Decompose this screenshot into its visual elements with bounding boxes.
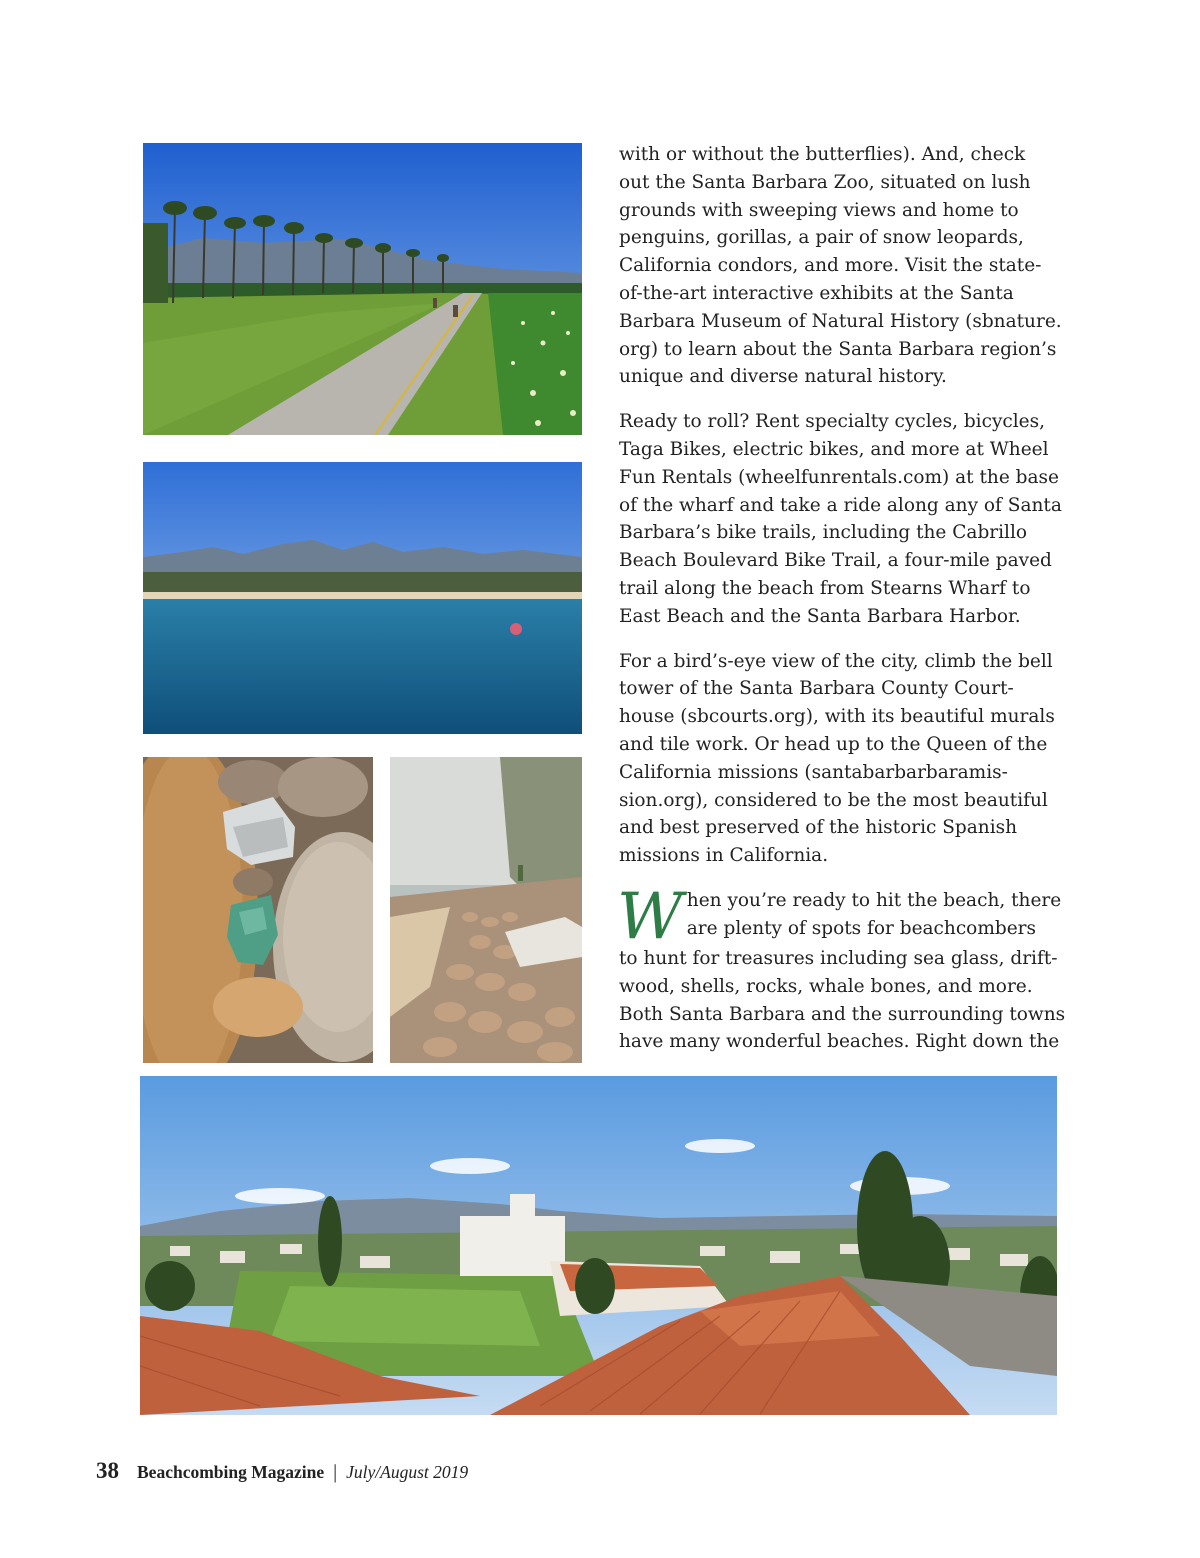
paragraph-bike-rentals xyxy=(619,408,1061,630)
text-line: Fun Rentals (wheelfunrentals.com) at the base xyxy=(619,466,1059,488)
page-footer xyxy=(96,1458,468,1488)
text-line: Taga Bikes, electric bikes, and more at Wheel xyxy=(619,438,1049,460)
text-line: Beach Boulevard Bike Trail, a four-mile paved xyxy=(619,550,1052,572)
page-number: 38 xyxy=(96,1458,119,1483)
text-line: California condors, and more. Visit the state- xyxy=(619,255,1042,277)
text-line: East Beach and the Santa Barbara Harbor. xyxy=(619,605,1021,627)
text-line: California missions (santabarbarbaramis- xyxy=(619,761,1008,783)
paragraph-zoo-museum xyxy=(619,141,1061,391)
article-body xyxy=(617,141,1066,1073)
text-line: For a bird’s-eye view of the city, climb the bell xyxy=(619,650,1053,672)
text-line: of-the-art interactive exhibits at the Santa xyxy=(619,282,1014,304)
text-line: sion.org), considered to be the most beautiful xyxy=(619,789,1048,811)
text-line: to hunt for treasures including sea glass, drift- xyxy=(619,947,1058,969)
text-line: with or without the butterflies). And, check xyxy=(619,144,1026,165)
text-line: grounds with sweeping views and home to xyxy=(619,199,1019,221)
text-line: out the Santa Barbara Zoo, situated on lush xyxy=(619,171,1031,193)
text-line: missions in California. xyxy=(619,845,829,867)
photo-bike-path xyxy=(143,143,582,435)
text-line: penguins, gorillas, a pair of snow leopards, xyxy=(619,227,1024,249)
text-line: Barbara Museum of Natural History (sbnature. xyxy=(619,310,1062,332)
text-line: wood, shells, rocks, whale bones, and more. xyxy=(619,975,1033,997)
text-line: tower of the Santa Barbara County Court- xyxy=(619,678,1014,700)
text-line: trail along the beach from Stearns Wharf to xyxy=(619,577,1031,599)
issue-date: July/August 2019 xyxy=(346,1462,469,1482)
magazine-title: Beachcombing Magazine xyxy=(137,1462,325,1482)
photo-courthouse-panorama xyxy=(140,1076,1057,1415)
text-line: Barbara’s bike trails, including the Cabrillo xyxy=(619,522,1028,544)
photo-sea-glass-rocks xyxy=(143,757,373,1063)
text-line: Both Santa Barbara and the surrounding towns xyxy=(619,1003,1066,1025)
text-line: and best preserved of the historic Spanish xyxy=(619,817,1018,839)
paragraph-beachcombing xyxy=(617,879,1066,1056)
photo-cobble-beach xyxy=(390,757,582,1063)
drop-cap: W xyxy=(617,879,683,954)
footer-separator: | xyxy=(333,1461,338,1483)
text-line: have many wonderful beaches. Right down the xyxy=(619,1031,1060,1053)
text-line: and tile work. Or head up to the Queen of the xyxy=(619,733,1048,755)
text-line: unique and diverse natural history. xyxy=(619,366,947,388)
text-line: org) to learn about the Santa Barbara region’s xyxy=(619,338,1057,360)
text-line: Ready to roll? Rent specialty cycles, bicycles, xyxy=(619,411,1045,433)
text-line: hen you’re ready to hit the beach, there xyxy=(686,889,1062,911)
paragraph-courthouse-mission xyxy=(619,648,1061,870)
text-line: of the wharf and take a ride along any of Santa xyxy=(619,494,1062,516)
photo-bay-view xyxy=(143,462,582,734)
text-line: are plenty of spots for beachcombers xyxy=(686,917,1036,939)
text-line: house (sbcourts.org), with its beautiful murals xyxy=(619,706,1055,728)
